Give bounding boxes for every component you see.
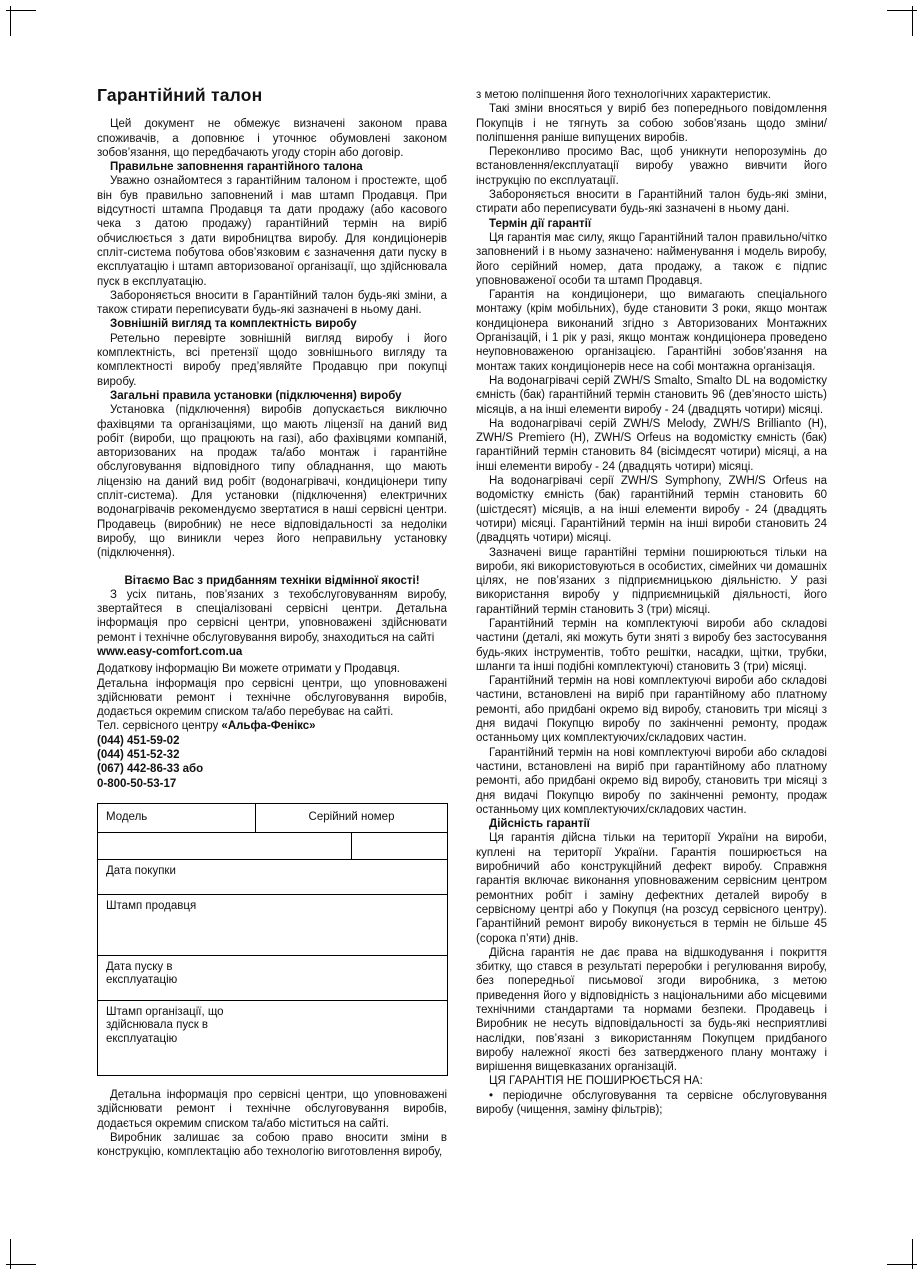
paragraph: Цей документ не обмежує визначені законом права споживачів, а доповнює і уточнює обумовлені законом зобов’язання, що передбачають угоду сторін або договір. — [97, 118, 447, 159]
paragraph: Забороняється вносити в Гарантійний талон будь-які зміни, а також стирати переписувати будь-які зазначені в ньому дані. — [97, 289, 447, 317]
left-after-table-paragraphs — [97, 1088, 447, 1159]
page-title: Гарантійний талон — [97, 85, 263, 105]
crop-mark-top-right-v — [912, 6, 913, 36]
table-header-serial: Серійний номер — [256, 803, 448, 832]
paragraph: Ця гарантія дійсна тільки на території України на вироби, куплені на території України. Гарантія поширюється на виробничий або конструкційний дефект виробу. Справжня гарантія включає виконання уповноваженим сервісним центром ремонтних робіт і заміну дефектних деталей виробу в сервісному центрі або у Покупця (на розсуд сервісного центру). Гарантійний ремонт виробу виконується в термін не більше 45 (сорока п’яти) днів. — [476, 832, 827, 945]
paragraph: На водонагрівачі серії ZWH/S Symphony, ZWH/S Orfeus на водомістку ємність (бак) гарантійний термін становить 60 (шістдесят) місяців, а на інші елементи виробу - 24 (двадцять чотири) місяці. Гарантійний термін на інші вироби становить 24 (двадцять чотири) місяці. — [476, 475, 827, 545]
paragraph: Зазначені вище гарантійні терміни поширюються тільки на вироби, які використовуються в особистих, сімейних чи домашніх цілях, не пов’язаних з підприємницькою діяльністю. У разі використання виробу у підприємницькій діяльності, його гарантійний термін становить 3 (три) місяці. — [476, 546, 827, 616]
paragraph: Уважно ознайомтеся з гарантійним талоном і простежте, щоб він був правильно заповнений і мав штамп Продавця. При відсутності штампа Продавця та дати продажу (або касового чека з датою продажу) гарантійний термін на виріб обчислюється з дати виробництва виробу. Для кондиціонерів спліт-система побутова обов’язковим є зазначення дати пуску в експлуатацію і штамп авторизованої організації, що здійснювала пуск в експлуатацію. — [97, 175, 447, 288]
paragraph: • періодичне обслуговування та сервісне обслуговування виробу (чищення, заміну фільтрів); — [476, 1089, 827, 1117]
paragraph: Детальна інформація про сервісні центри, що уповноважені здійснювати ремонт і технічне обслуговування виробів, додається окремим списком та/або перебуває на сайті. — [97, 677, 447, 719]
paragraph: (044) 451-52-32 — [97, 749, 180, 762]
startup-org-label: Штамп організації, що здійснювала пуск в експлуатацію — [98, 1000, 448, 1075]
right-paragraphs — [476, 88, 827, 1117]
paragraph: Виробник залишає за собою право вносити зміни в конструкцію, комплектацію або технологію виготовлення виробу, — [97, 1131, 447, 1159]
paragraph: Загальні правила установки (підключення) виробу — [110, 389, 402, 402]
paragraph: Такі зміни вносяться у виріб без попереднього повідомлення Покупців і не тягнуть за собою зобов’язань щодо зміни/поліпшення раніше випущених виробів. — [476, 103, 827, 144]
table-row-header — [98, 803, 448, 832]
table-row-startup-org-stamp — [98, 1000, 448, 1075]
paragraph: Установка (підключення) виробів допускається виключно фахівцями та організаціями, що мають ліцензії на даний вид робіт (вироби, що працюють на газі), або фахівцями компаній, авторизованих на продаж та/або монтаж і гарантійне обслуговування відповідного типу обладнання, що мають ліцензію на даний вид робіт (водонагрівачі, кондиціонери типу спліт-система). Для установки (підключення) електричних водонагрівачів рекомендуємо звертатися в наші сервісні центри. Продавець (виробник) не несе відповідальності за недоліки виробу, що виникли через його неправильну установку (підключення). — [97, 404, 447, 560]
left-paragraphs — [97, 117, 447, 791]
paragraph: Гарантійний термін на нові комплектуючі вироби або складові частини, встановлені на виріб при гарантійному або платному ремонті, або придбані окремо від виробу, становить три місяці з дня видачі Покупцю виробу по закінченні ремонту, продаж останньому цих комплектуючих/складових частин. — [476, 675, 827, 745]
seller-stamp-label: Штамп продавця — [98, 894, 448, 955]
paragraph: Переконливо просимо Вас, щоб уникнути непорозумінь до встановлення/експлуатації виробу уважно вивчити його інструкцію по експлуатації. — [476, 146, 827, 187]
startup-date-label: Дата пуску в експлуатацію — [98, 955, 448, 1000]
paragraph: (067) 442-86-33 або — [97, 763, 204, 776]
table-row-startup-date — [98, 955, 448, 1000]
paragraph: 0-800-50-53-17 — [97, 777, 177, 790]
paragraph: Гарантійний термін на комплектуючі вироби або складові частини (деталі, які можуть бути зняті з виробу без застосування будь-яких інструментів, тобто решітки, насадки, щітки, трубки, шланги та інші подібні комплектуючі) становить 3 (три) місяці. — [476, 617, 827, 673]
paragraph: (044) 451-59-02 — [97, 734, 180, 747]
paragraph: Тел. сервісного центру «Альфа-Фенікс» — [97, 720, 316, 733]
left-column — [97, 85, 447, 1159]
crop-mark-top-left-v — [10, 6, 11, 36]
crop-mark-bottom-left-v — [10, 1239, 11, 1269]
table-header-model: Модель — [98, 803, 256, 832]
paragraph: Ця гарантія має силу, якщо Гарантійний талон правильно/чітко заповнений і в ньому зазначено: найменування і модель виробу, його серійний номер, дата продажу, а також є підпис уповноваженої особи та штамп Продавця. — [476, 231, 827, 287]
paragraph: Гарантійний термін на нові комплектуючі вироби або складові частини, встановлені на виріб при гарантійному або платному ремонті, або придбані окремо від виробу, становить три місяці з дня видачі Покупцю виробу по закінченні ремонту, продаж останньому цих комплектуючих/складових частин. — [476, 746, 827, 816]
paragraph: На водонагрівачі серій ZWH/S Melody, ZWH/S Brillianto (H), ZWH/S Premiero (H), ZWH/S Orfeus на водомістку ємність (бак) гарантійний термін становить 84 (вісімдесят чотири) місяці, а на інші елементи виробу - 24 (двадцять чотири) місяці. — [476, 417, 827, 473]
paragraph: На водонагрівачі серій ZWH/S Smalto, Smalto DL на водомістку ємність (бак) гарантійний термін становить 96 (дев’яносто шість) місяців, а на інші елементи виробу - 24 (двадцять чотири) місяці. — [476, 374, 827, 416]
right-column — [476, 88, 827, 1117]
table-row-purchase-date — [98, 859, 448, 894]
paragraph: www.easy-comfort.com.ua — [97, 645, 243, 658]
paragraph: ЦЯ ГАРАНТІЯ НЕ ПОШИРЮЄТЬСЯ НА: — [489, 1075, 703, 1088]
paragraph: Забороняється вносити в Гарантійний талон будь-які зміни, стирати або переписувати будь-які зазначені в ньому дані. — [476, 189, 827, 216]
paragraph: Дійсність гарантії — [489, 818, 590, 831]
paragraph: Вітаємо Вас з придбанням техніки відмінної якості! — [124, 574, 420, 587]
paragraph: Детальна інформація про сервісні центри, що уповноважені здійснювати ремонт і технічне обслуговування виробів, додається окремим списком та/або міститься на сайті. — [97, 1088, 447, 1130]
paragraph: Гарантія на кондиціонери, що вимагають спеціального монтажу (крім мобільних), буде становити 3 роки, якщо монтаж кондиціонера виконаний згідно з Авторизованих Монтажних Організацій, і 1 рік у разі, якщо монтаж кондиціонера проведено неуповноваженою організацією. Гарантійні зобов’язання на монтаж таких кондиціонерів несе на собі монтажна організація. — [476, 289, 827, 373]
blank-cell-model-value — [98, 832, 352, 859]
crop-mark-bottom-right-v — [912, 1239, 913, 1269]
table-row-blank — [98, 832, 448, 859]
table-row-seller-stamp — [98, 894, 448, 955]
warranty-fill-in-table — [97, 803, 448, 1076]
paragraph: Правильне заповнення гарантійного талона — [110, 161, 363, 174]
paragraph: з метою поліпшення його технологічних характеристик. — [476, 89, 771, 101]
paragraph: Дійсна гарантія не дає права на відшкодування і покриття збитку, що стався в результаті переробки і регулювання виробу, без попередньої письмової згоди виробника, з метою приведення його у відповідність з національними або місцевими технічними стандартами та нормами безпеки. Продавець і Виробник не несуть відповідальності за будь-які несприятливі наслідки, пов’язані з використанням Покупцем придбаного виробу належної якості без затвердженого плану монтажу і вирішення вищевказаних організацій. — [476, 946, 827, 1074]
paragraph: З усіх питань, пов’язаних з техобслуговуванням виробу, звертайтеся в спеціалізовані сервісні центри. Детальна інформація про сервісні центри, уповноважені здійснювати ремонт і технічне обслуговування виробу, знаходиться на сайті — [97, 588, 447, 644]
blank-cell-serial-value — [352, 832, 448, 859]
purchase-date-label: Дата покупки — [98, 859, 448, 894]
paragraph: Додаткову інформацію Ви можете отримати у Продавця. — [97, 663, 400, 676]
paragraph: Термін дії гарантії — [489, 217, 592, 230]
paragraph: Ретельно перевірте зовнішній вигляд виробу і його комплектність, всі претензії щодо зовнішнього вигляду та комплектності виробу пред’являйте Продавцю при покупці виробу. — [97, 332, 447, 388]
paragraph: Зовнішній вигляд та комплектність виробу — [110, 318, 357, 331]
